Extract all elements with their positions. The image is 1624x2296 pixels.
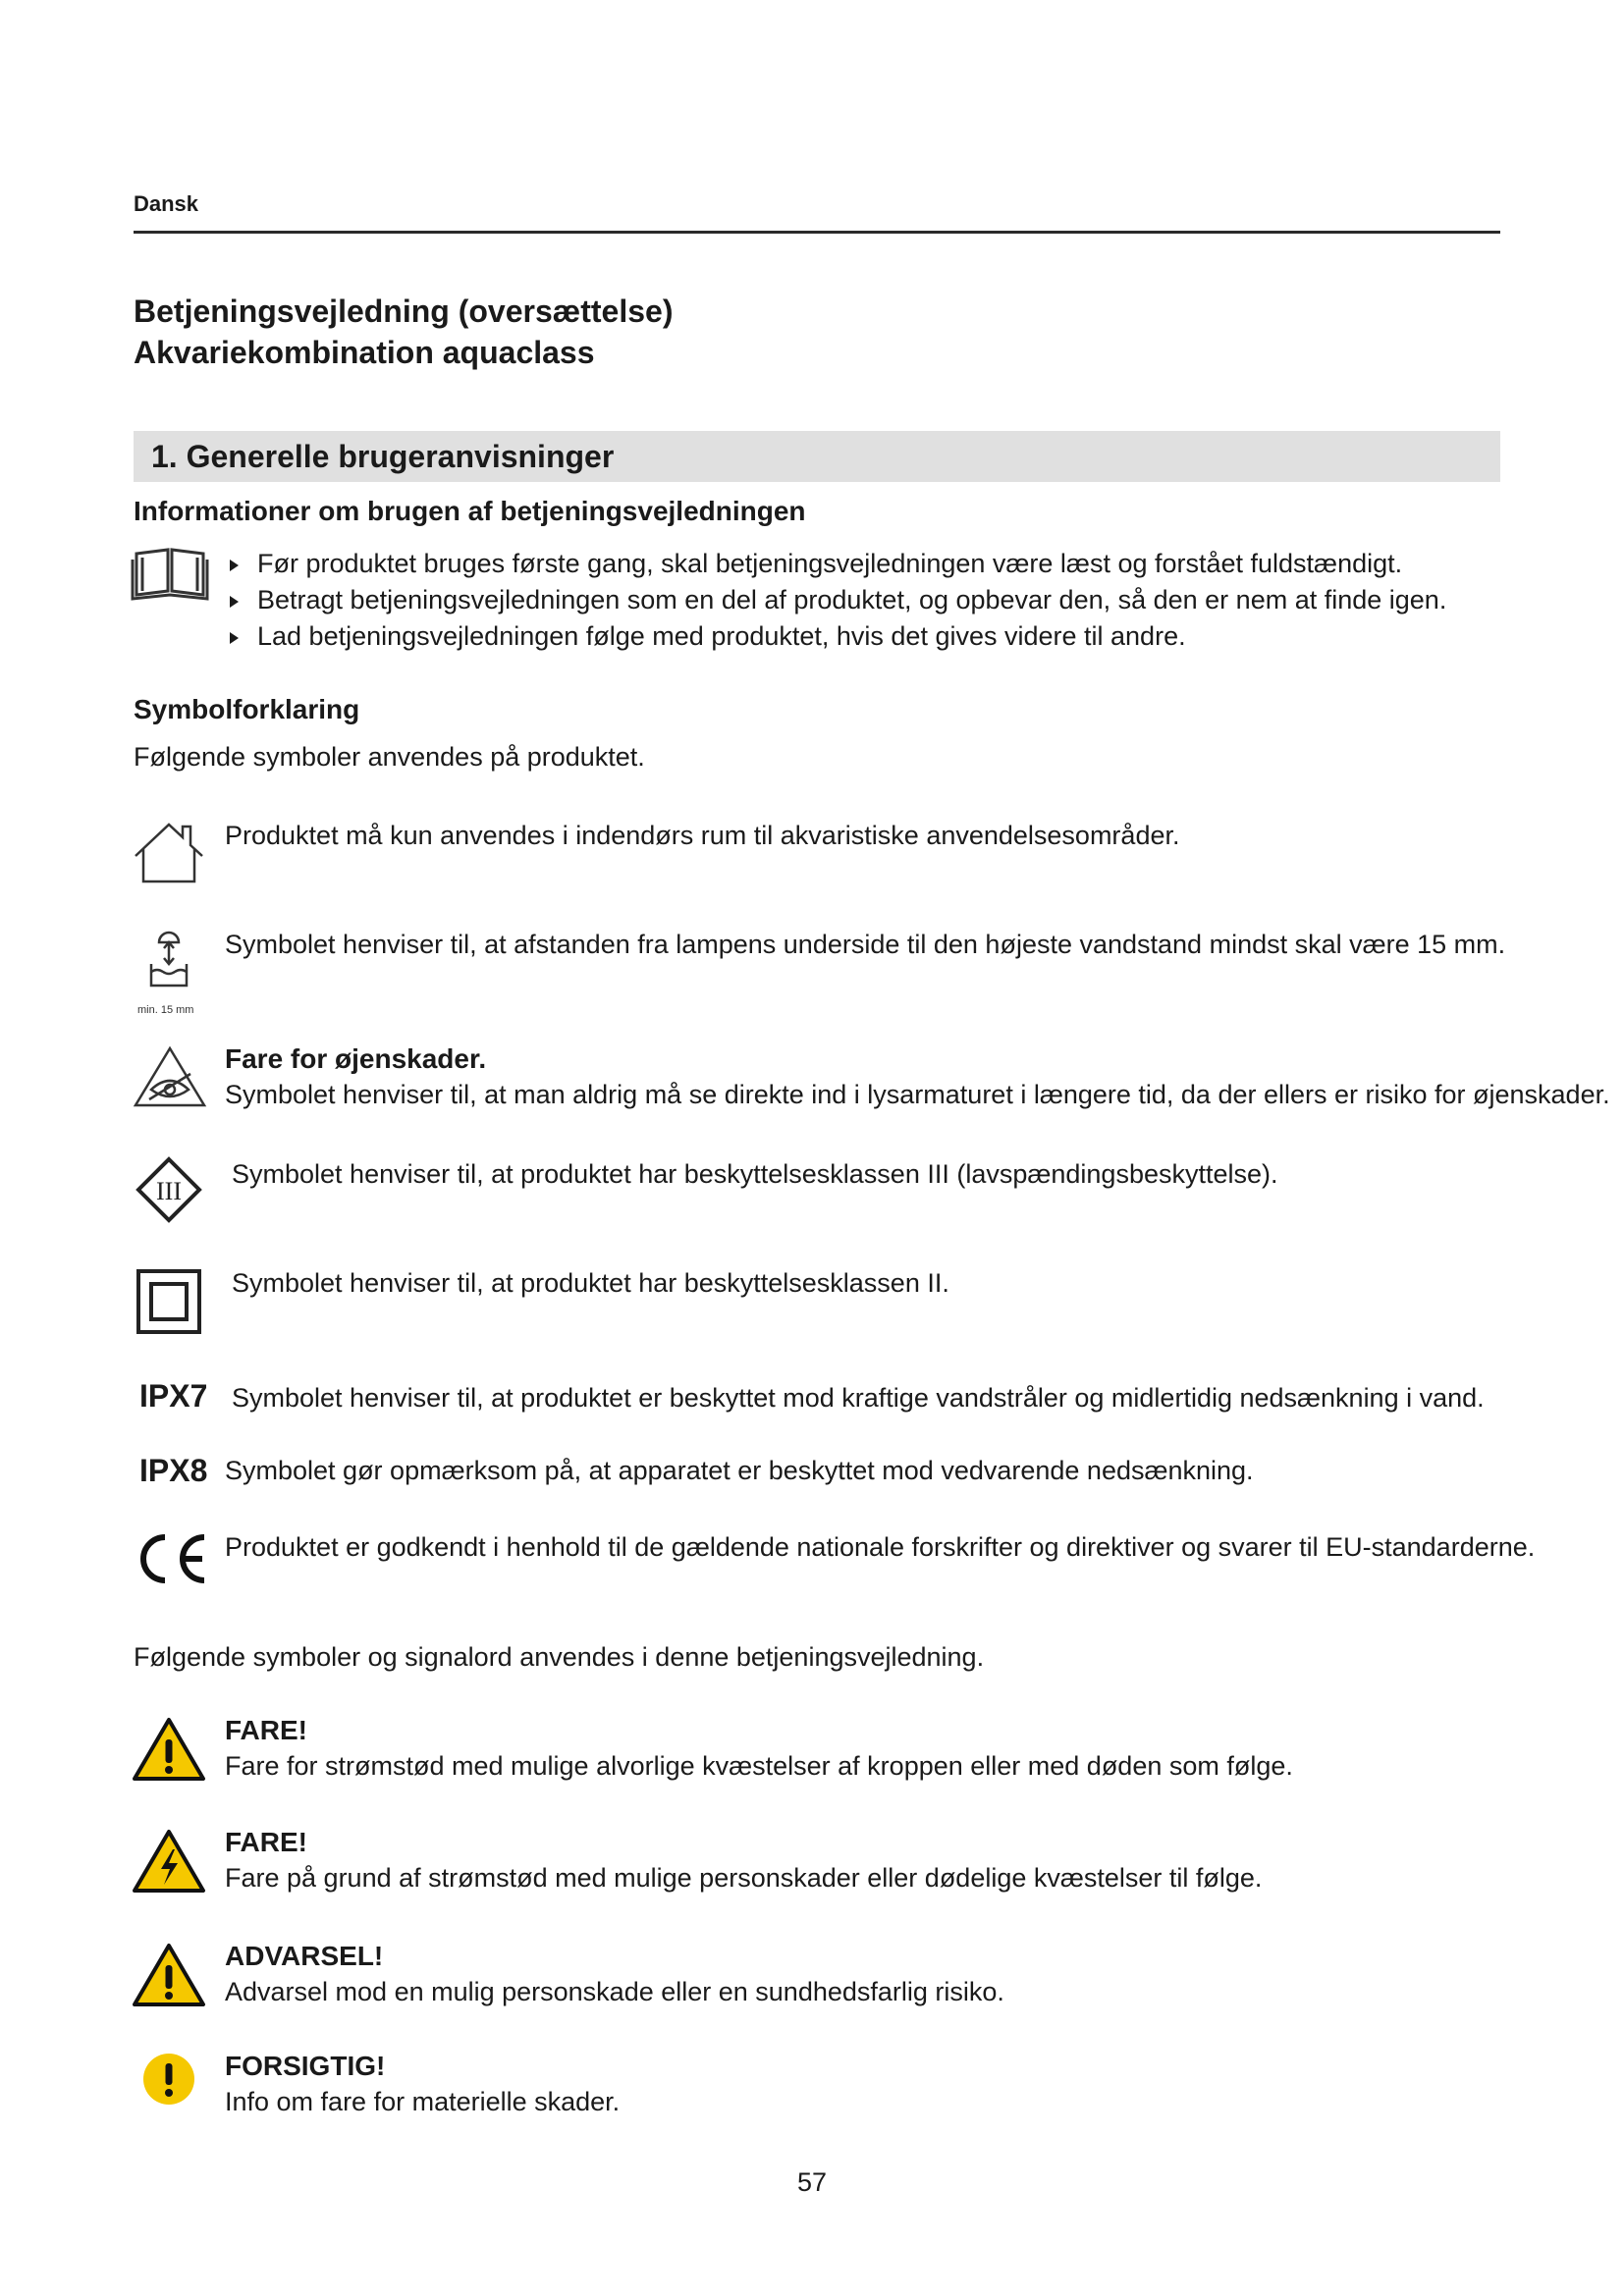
list-item: Betragt betjeningsvejledningen som en del af produktet, og opbevar den, så den er nem at finde igen. bbox=[226, 582, 1446, 618]
signal-text-caution: Info om fare for materielle skader. bbox=[225, 2087, 621, 2116]
symbol-text-indoor: Produktet må kun anvendes i indendørs rum til akvaristiske anvendelsesområder. bbox=[225, 821, 1180, 850]
signal-block-caution bbox=[225, 2048, 620, 2120]
signal-text-warning: Advarsel mod en mulig personskade eller en sundhedsfarlig risiko. bbox=[225, 1977, 1004, 2006]
ipx8-code: IPX8 bbox=[139, 1453, 208, 1488]
page-number: 57 bbox=[796, 2167, 828, 2197]
signal-block-danger bbox=[225, 1712, 1293, 1785]
list-item: Før produktet bruges første gang, skal betjeningsvejledningen være læst og forstået fuldstændigt. bbox=[226, 546, 1446, 582]
info-heading: Informationer om brugen af betjeningsvejledningen bbox=[134, 496, 806, 526]
symbol-text-ipx7: Symbolet henviser til, at produktet er beskyttet mod kraftige vandstråler og midlertidig nedsænkning i vand. bbox=[232, 1383, 1485, 1413]
lamp-distance-caption: min. 15 mm bbox=[137, 1004, 194, 1016]
header-divider bbox=[134, 231, 1500, 234]
title-line-2: Akvariekombination aquaclass bbox=[134, 335, 595, 370]
signal-text-danger: Fare for strømstød med mulige alvorlige kvæstelser af kroppen eller med døden som følge. bbox=[225, 1751, 1293, 1781]
signal-word-shock: FARE! bbox=[225, 1827, 307, 1857]
signal-intro: Følgende symboler og signalord anvendes i denne betjeningsvejledning. bbox=[134, 1642, 985, 1672]
signal-block-shock bbox=[225, 1824, 1262, 1896]
signal-word-danger: FARE! bbox=[225, 1715, 307, 1745]
protection-class-3-icon bbox=[135, 1156, 202, 1228]
book-icon bbox=[131, 546, 209, 606]
symbol-text-ipx8: Symbolet gør opmærksom på, at apparatet er beskyttet mod vedvarende nedsænkning. bbox=[225, 1456, 1254, 1485]
ce-mark-icon bbox=[132, 1531, 210, 1591]
usage-bullet-list bbox=[226, 546, 1446, 655]
eye-hazard-icon bbox=[132, 1044, 208, 1116]
warning-triangle-icon bbox=[132, 1942, 206, 2013]
eye-hazard-text: Symbolet henviser til, at man aldrig må se direkte ind i lysarmaturet i længere tid, da der ellers er risiko for øjenskader. bbox=[225, 1080, 1610, 1109]
symbols-heading: Symbolforklaring bbox=[134, 694, 360, 724]
symbol-text-ce: Produktet er godkendt i henhold til de gældende nationale forskrifter og direktiver og svarer til EU-standarderne. bbox=[225, 1532, 1536, 1562]
signal-word-warning: ADVARSEL! bbox=[225, 1941, 384, 1971]
symbol-text-class-2: Symbolet henviser til, at produktet har beskyttelsesklassen II. bbox=[232, 1268, 949, 1298]
document-title bbox=[134, 291, 673, 373]
language-label: Dansk bbox=[134, 191, 199, 216]
lamp-distance-icon bbox=[137, 929, 200, 1008]
eye-hazard-title: Fare for øjenskader. bbox=[225, 1043, 487, 1074]
symbol-text-lamp-distance: Symbolet henviser til, at afstanden fra lampens underside til den højeste vandstand mindst skal være 15 mm. bbox=[225, 930, 1506, 959]
bullet-arrow-icon bbox=[230, 632, 239, 644]
svg-text:III: III bbox=[156, 1177, 182, 1205]
signal-block-warning bbox=[225, 1938, 1004, 2010]
danger-triangle-icon bbox=[132, 1716, 206, 1788]
bullet-arrow-icon bbox=[230, 596, 239, 608]
house-icon bbox=[132, 819, 206, 890]
section-heading-bar bbox=[134, 431, 1500, 482]
electric-shock-triangle-icon bbox=[132, 1828, 206, 1899]
eye-hazard-block bbox=[225, 1041, 1610, 1113]
caution-circle-icon bbox=[141, 2052, 196, 2111]
ipx7-code: IPX7 bbox=[139, 1378, 208, 1414]
signal-text-shock: Fare på grund af strømstød med mulige personskader eller dødelige kvæstelser til følge. bbox=[225, 1863, 1263, 1893]
title-line-1: Betjeningsvejledning (oversættelse) bbox=[134, 294, 674, 329]
protection-class-2-icon bbox=[135, 1268, 202, 1340]
symbols-intro: Følgende symboler anvendes på produktet. bbox=[134, 742, 645, 772]
list-item: Lad betjeningsvejledningen følge med produktet, hvis det gives videre til andre. bbox=[226, 618, 1446, 655]
symbol-text-class-3: Symbolet henviser til, at produktet har beskyttelsesklassen III (lavspændingsbeskyttelse). bbox=[232, 1159, 1278, 1189]
section-heading: 1. Generelle brugeranvisninger bbox=[151, 439, 615, 474]
signal-word-caution: FORSIGTIG! bbox=[225, 2051, 386, 2081]
bullet-arrow-icon bbox=[230, 560, 239, 571]
